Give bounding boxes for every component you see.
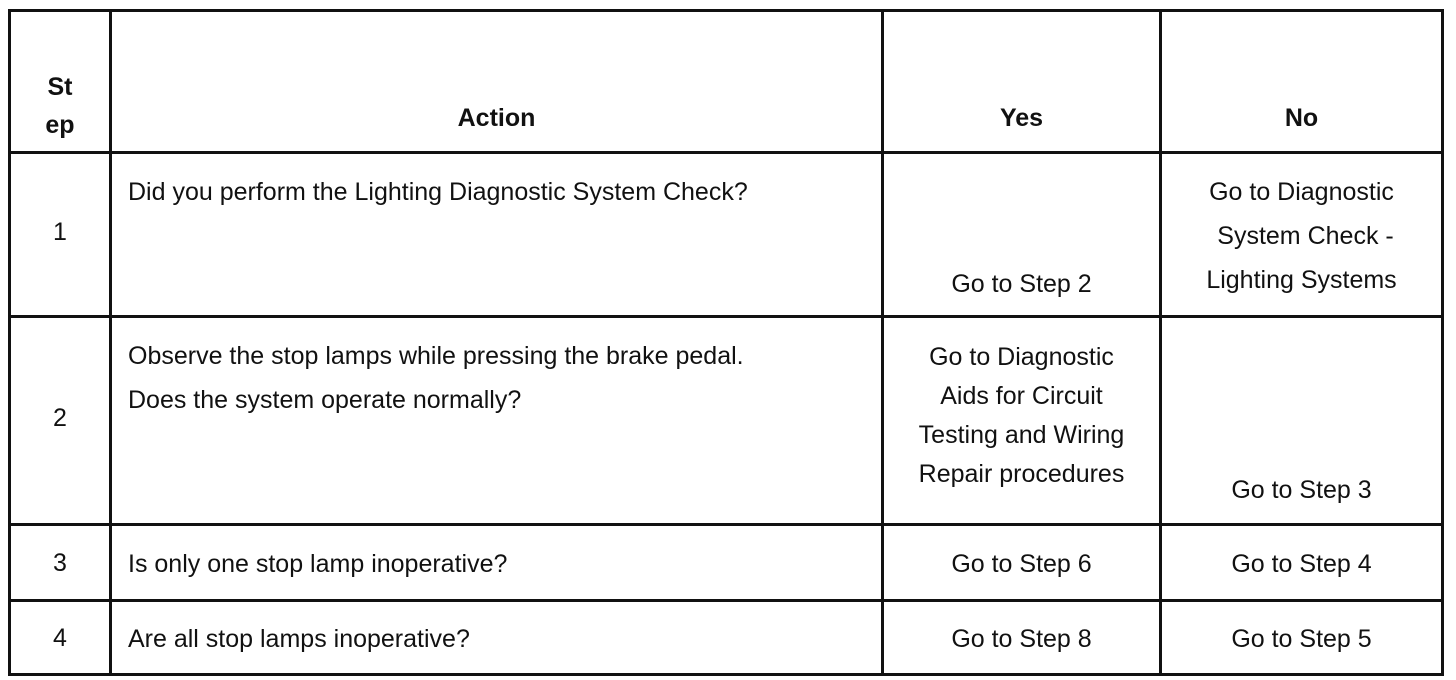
table-row — [10, 153, 1443, 317]
no-line: Go to Diagnostic — [1209, 178, 1394, 206]
header-no-label: No — [1284, 104, 1319, 132]
action-cell — [111, 525, 883, 601]
no-link[interactable]: Go to Step 3 — [1231, 476, 1372, 504]
action-cell — [111, 317, 883, 525]
diagnostic-table — [8, 9, 1444, 676]
step-number: 3 — [53, 549, 67, 577]
no-link[interactable]: Go to Step 5 — [1231, 625, 1372, 653]
step-number: 4 — [53, 624, 67, 652]
table-row — [10, 601, 1443, 675]
header-yes-label: Yes — [999, 104, 1044, 132]
yes-line: Repair procedures — [918, 460, 1125, 488]
yes-link[interactable]: Go to Step 2 — [951, 270, 1092, 298]
table-header-row — [10, 11, 1443, 153]
step-cell — [10, 525, 111, 601]
yes-link[interactable] — [884, 338, 1159, 494]
table-row — [10, 525, 1443, 601]
no-link[interactable] — [1162, 170, 1441, 302]
no-line: Lighting Systems — [1206, 266, 1397, 294]
step-cell — [10, 317, 111, 525]
step-number: 1 — [53, 218, 67, 246]
header-step — [10, 11, 111, 153]
table-row — [10, 317, 1443, 525]
action-line: Does the system operate normally? — [128, 386, 522, 414]
action-cell — [111, 601, 883, 675]
yes-cell — [883, 525, 1161, 601]
header-no — [1161, 11, 1443, 153]
step-number: 2 — [53, 404, 67, 432]
action-line: Observe the stop lamps while pressing the brake pedal. — [128, 342, 744, 370]
no-cell — [1161, 525, 1443, 601]
header-action-label: Action — [457, 104, 536, 132]
yes-cell — [883, 601, 1161, 675]
header-action — [111, 11, 883, 153]
action-line: Did you perform the Lighting Diagnostic System Check? — [128, 178, 748, 206]
header-step-line-1: St — [47, 73, 73, 101]
yes-line: Aids for Circuit — [940, 382, 1103, 410]
no-cell — [1161, 153, 1443, 317]
yes-cell — [883, 153, 1161, 317]
step-cell — [10, 601, 111, 675]
yes-line: Go to Diagnostic — [929, 343, 1114, 371]
action-cell — [111, 153, 883, 317]
header-yes — [883, 11, 1161, 153]
action-line: Is only one stop lamp inoperative? — [128, 550, 508, 578]
no-cell — [1161, 601, 1443, 675]
yes-cell — [883, 317, 1161, 525]
yes-link[interactable]: Go to Step 8 — [951, 625, 1092, 653]
header-step-line-2: ep — [45, 111, 75, 139]
step-cell — [10, 153, 111, 317]
action-line: Are all stop lamps inoperative? — [128, 625, 470, 653]
no-line: System Check - — [1217, 222, 1394, 250]
no-cell — [1161, 317, 1443, 525]
yes-link[interactable]: Go to Step 6 — [951, 550, 1092, 578]
no-link[interactable]: Go to Step 4 — [1231, 550, 1372, 578]
yes-line: Testing and Wiring — [918, 421, 1125, 449]
